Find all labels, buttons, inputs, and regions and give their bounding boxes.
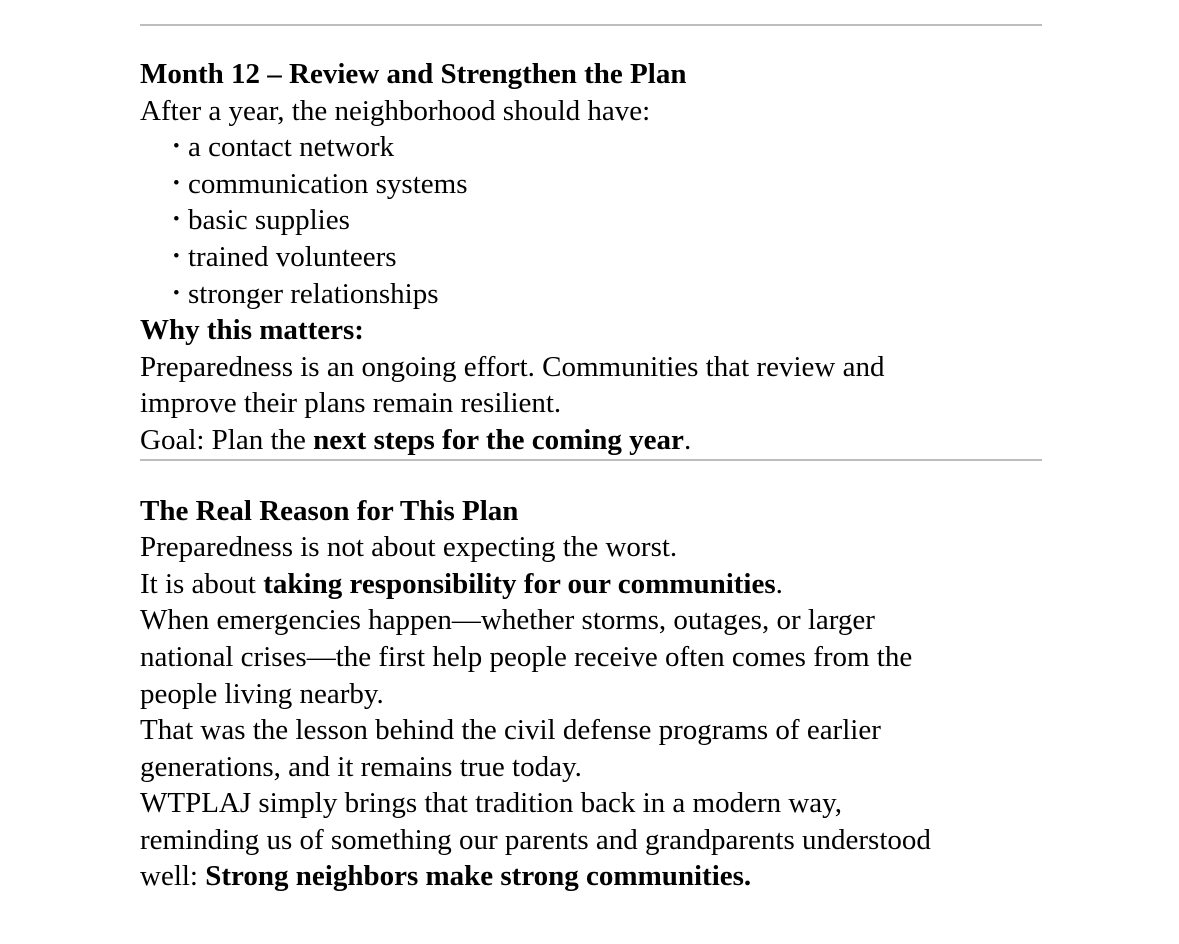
wtplaj-line-1: WTPLAJ simply brings that tradition back in a modern way, xyxy=(140,787,843,820)
why-text-line-2: improve their plans remain resilient. xyxy=(140,387,562,420)
list-item: • communication systems xyxy=(140,166,1042,203)
reason-line-1: Preparedness is not about expecting the worst. xyxy=(140,531,678,564)
month-12-heading: Month 12 – Review and Strengthen the Plan xyxy=(140,58,687,90)
emergencies-line-2: national crises—the first help people receive often comes from the xyxy=(140,640,913,673)
list-item: • a contact network xyxy=(140,129,1042,166)
emergencies-line-3: people living nearby. xyxy=(140,677,384,710)
civil-defense-line-2: generations, and it remains true today. xyxy=(140,750,582,783)
month-12-section xyxy=(140,56,1042,459)
list-item: • trained volunteers xyxy=(140,239,1042,276)
list-item: • basic supplies xyxy=(140,202,1042,239)
responsibility-emphasis: taking responsibility for our communities xyxy=(263,567,776,600)
civil-defense-line-1: That was the lesson behind the civil defense programs of earlier xyxy=(140,714,881,747)
month-12-checklist xyxy=(140,129,1042,312)
wtplaj-line-2: reminding us of something our parents and grandparents understood xyxy=(140,823,931,856)
bullet-icon: • xyxy=(173,209,180,231)
why-text-line-1: Preparedness is an ongoing effort. Communities that review and xyxy=(140,350,885,383)
why-this-matters-heading: Why this matters: xyxy=(140,314,364,347)
goal-line: Goal: Plan the next steps for the coming year. xyxy=(140,423,692,456)
bullet-icon: • xyxy=(173,245,180,267)
bullet-icon: • xyxy=(173,172,180,194)
wtplaj-line-3: well: Strong neighbors make strong communities. xyxy=(140,860,752,893)
real-reason-heading: The Real Reason for This Plan xyxy=(140,494,519,527)
goal-emphasis: next steps for the coming year xyxy=(313,423,684,456)
month-12-intro: After a year, the neighborhood should have: xyxy=(140,94,651,127)
document-page xyxy=(140,0,1042,895)
list-item: • stronger relationships xyxy=(140,276,1042,313)
real-reason-section xyxy=(140,493,1042,896)
top-divider xyxy=(140,24,1042,26)
reason-line-2: It is about taking responsibility for our communities. xyxy=(140,567,783,600)
closing-emphasis: Strong neighbors make strong communities. xyxy=(205,860,752,893)
emergencies-line-1: When emergencies happen—whether storms, outages, or larger xyxy=(140,604,875,637)
bullet-icon: • xyxy=(173,282,180,304)
section-divider xyxy=(140,459,1042,461)
bullet-icon: • xyxy=(173,136,180,158)
